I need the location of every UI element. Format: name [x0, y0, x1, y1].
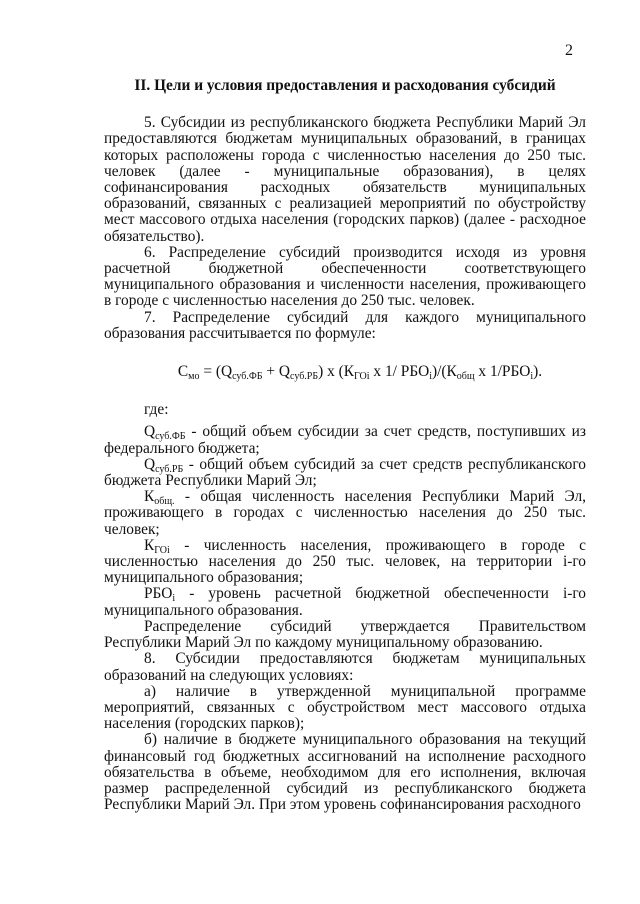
formula-part5: )/(К — [431, 363, 457, 381]
formula-c-sub: мо — [188, 371, 200, 383]
symbol-sub: ГОi — [154, 544, 170, 556]
page-number: 2 — [565, 42, 573, 59]
definition-text: - общий объем субсидий за счет средств республиканского бюджета Республики Марий Эл; — [104, 455, 586, 490]
paragraph-7: 7. Распределение субсидий для каждого муниципального образования рассчитывается по формуле: — [104, 308, 586, 342]
symbol-k: К — [144, 536, 155, 554]
definition-text: - общий объем субсидии за счет средств, поступивших из федерального бюджета; — [104, 423, 586, 457]
formula-part6: x 1/РБО — [474, 363, 531, 381]
formula-part2: + Q — [262, 363, 291, 381]
formula — [134, 363, 586, 383]
symbol-k: К — [144, 488, 155, 506]
formula-rbo-sub: i — [429, 371, 432, 383]
definition-rbo — [104, 586, 586, 618]
formula-q-fb-sub: суб.ФБ — [232, 371, 263, 383]
definition-text: - общая численность населения Республики Марий Эл, проживающего в городах с численностью населения до 250 тыс. человек; — [104, 488, 586, 538]
paragraph-6: 6. Распределение субсидий производится исходя из уровня расчетной бюджетной обеспеченности соответствующего муниципального образования и численности населения, проживающего в городе с численностью населения до 250 тыс. человек. — [104, 243, 586, 310]
definition-text: - уровень расчетной бюджетной обеспеченности i-го муниципального образования. — [104, 585, 586, 619]
definition-k-obsh — [104, 489, 586, 538]
paragraph-8b: б) наличие в бюджете муниципального образования на текущий финансовый год бюджетных ассигнований на исполнение расходного обязательства в объеме, необходимом для его исполнения, включая размер распределенной субсидий из республиканского бюджета Республики Марий Эл. При этом уровень софинансирования расходного — [104, 731, 586, 814]
document-body — [104, 78, 586, 813]
paragraph-5: 5. Субсидии из республиканского бюджета Республики Марий Эл предоставляются бюджетам муниципальных образований, в границах которых расположены города с численностью населения до 250 тыс. человек (далее - муниципальные образования), в целях софинансирования расходных обязательств муниципальных образований, связанных с реализацией мероприятий по обустройству мест массового отдыха населения (городских парков) (далее - расходное обязательство). — [104, 114, 586, 245]
section-heading: II. Цели и условия предоставления и расходования субсидий — [134, 77, 556, 94]
paragraph-distribution: Распределение субсидий утверждается Правительством Республики Марий Эл по каждому муниципальному образованию. — [104, 617, 586, 652]
definition-k-goi — [104, 538, 586, 587]
formula-part7: ). — [533, 363, 543, 381]
formula-k-obsh-sub: общ — [456, 371, 475, 383]
symbol-sub: суб.РБ — [155, 463, 184, 475]
definition-text: - численность населения, проживающего в городе с численностью населения до 250 тыс. человек, на территории i-го муниципального образования; — [104, 536, 586, 587]
formula-part4: x 1/ РБО — [369, 363, 430, 381]
symbol-rbo: РБО — [144, 585, 173, 603]
formula-q-rb-sub: суб.РБ — [290, 371, 319, 383]
symbol-sub: суб.ФБ — [155, 431, 186, 443]
where-label: где: — [144, 401, 169, 419]
symbol-q: Q — [144, 455, 156, 473]
symbol-sub: i — [172, 593, 176, 605]
definition-q-rb — [104, 457, 586, 489]
paragraph-8: 8. Субсидии предоставляются бюджетам муниципальных образований на следующих условиях: — [104, 650, 586, 684]
paragraph-8a: а) наличие в утвержденной муниципальной программе мероприятий, связанных с обустройством мест массового отдыха населения (городских парков); — [104, 682, 586, 733]
symbol-sub: общ. — [154, 496, 175, 508]
symbol-q: Q — [144, 423, 156, 441]
formula-rbo2-sub: i — [530, 371, 534, 383]
formula-part3: ) x (К — [318, 363, 355, 381]
formula-part1: = (Q — [199, 363, 233, 381]
definition-q-fb — [104, 424, 586, 456]
formula-c: С — [177, 363, 189, 381]
formula-k-goi-sub: ГОi — [354, 371, 370, 383]
